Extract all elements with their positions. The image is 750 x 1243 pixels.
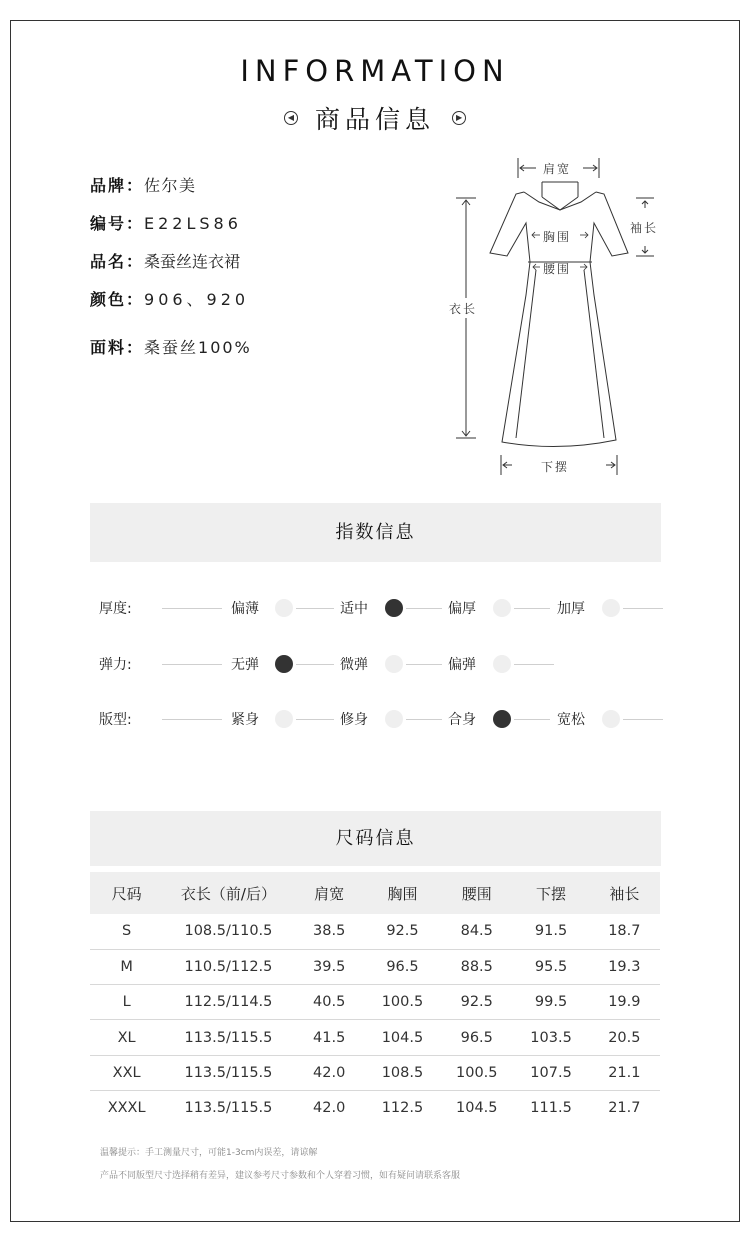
color-value: 906、920 <box>144 290 250 309</box>
cell-length: 108.5/110.5 <box>163 914 293 949</box>
cell-chest: 112.5 <box>381 1100 424 1117</box>
diagram-label-length: 衣长 <box>449 302 478 316</box>
thickness-label: 厚度: <box>99 601 132 617</box>
index-line <box>514 719 550 720</box>
dress-outline-icon <box>440 150 670 485</box>
name-label: 品名： <box>90 252 145 271</box>
cell-sleeve: 20.5 <box>589 1020 660 1055</box>
cell-sleeve: 19.9 <box>589 985 660 1020</box>
fabric-row <box>90 335 252 358</box>
index-line <box>162 664 222 665</box>
cell-waist: 104.5 <box>456 1100 498 1117</box>
cell-length: 113.5/115.5 <box>163 1020 293 1055</box>
cell-shoulder: 42.0 <box>294 1055 365 1090</box>
fit-option-slim: 修身 <box>340 712 368 728</box>
index-line <box>406 719 442 720</box>
index-line <box>623 608 663 609</box>
elasticity-dot-stretchy <box>493 655 511 673</box>
cell-hem: 99.5 <box>513 985 588 1020</box>
fit-dot-regular <box>493 710 511 728</box>
table-row <box>90 914 660 949</box>
thickness-option-medium: 适中 <box>340 601 368 617</box>
cell-waist: 96.5 <box>440 1020 513 1055</box>
name-row <box>90 249 240 272</box>
fabric-value: 桑蚕丝100% <box>144 338 252 357</box>
index-line <box>162 608 222 609</box>
right-arrow-icon: ▶ <box>452 111 466 125</box>
cell-hem: 103.5 <box>513 1020 588 1055</box>
cell-length: 113.5/115.5 <box>184 1100 273 1117</box>
cell-hem: 107.5 <box>513 1055 588 1090</box>
index-line <box>623 719 663 720</box>
fit-dot-tight <box>275 710 293 728</box>
diagram-label-chest: 胸围 <box>543 230 572 244</box>
cell-hem: 91.5 <box>513 914 588 949</box>
code-label: 编号： <box>90 214 145 233</box>
fit-option-tight: 紧身 <box>231 712 259 728</box>
table-row <box>90 1020 660 1055</box>
thickness-option-extra-thick: 加厚 <box>557 601 585 617</box>
cell-waist: 92.5 <box>440 985 513 1020</box>
fit-dot-slim <box>385 710 403 728</box>
cell-chest: 104.5 <box>365 1020 440 1055</box>
table-row <box>90 949 660 984</box>
index-line <box>296 608 334 609</box>
col-header-shoulder: 肩宽 <box>294 872 365 914</box>
col-header-waist: 腰围 <box>440 872 513 914</box>
left-arrow-icon: ◀ <box>284 111 298 125</box>
index-line <box>296 719 334 720</box>
index-section-header: 指数信息 <box>90 503 661 562</box>
thickness-option-thin: 偏薄 <box>231 601 259 617</box>
cell-waist: 88.5 <box>440 949 513 984</box>
brand-label: 品牌： <box>90 176 145 195</box>
index-line <box>514 608 550 609</box>
thickness-dot-medium <box>385 599 403 617</box>
fit-row <box>99 707 665 731</box>
size-table <box>90 872 660 1126</box>
index-line <box>162 719 222 720</box>
table-row <box>90 1055 660 1090</box>
thickness-dot-extra-thick <box>602 599 620 617</box>
diagram-label-sleeve: 袖长 <box>630 221 659 235</box>
cell-shoulder: 42.0 <box>313 1100 346 1117</box>
cell-shoulder: 40.5 <box>294 985 365 1020</box>
fit-label: 版型: <box>99 712 132 728</box>
thickness-dot-thin <box>275 599 293 617</box>
elasticity-option-slight: 微弹 <box>340 657 368 673</box>
index-line <box>296 664 334 665</box>
cell-length: 112.5/114.5 <box>163 985 293 1020</box>
cell-sleeve: 21.1 <box>589 1055 660 1090</box>
cell-size: XL <box>90 1020 163 1055</box>
elasticity-dot-slight <box>385 655 403 673</box>
cell-size: L <box>90 985 163 1020</box>
col-header-chest: 胸围 <box>365 872 440 914</box>
elasticity-label: 弹力: <box>99 657 132 673</box>
cell-waist: 84.5 <box>440 914 513 949</box>
title-cn: 商品信息 <box>314 105 435 134</box>
elasticity-dot-none <box>275 655 293 673</box>
cell-hem: 111.5 <box>530 1100 572 1117</box>
note-fit-advice: 产品不同版型尺寸选择稍有差异，建议参考尺寸参数和个人穿着习惯，如有疑问请联系客服 <box>100 1171 461 1181</box>
note-measurement: 温馨提示：手工测量尺寸，可能1-3cm内误差，请谅解 <box>100 1148 318 1158</box>
cell-shoulder: 41.5 <box>294 1020 365 1055</box>
index-line <box>406 664 442 665</box>
thickness-dot-thick <box>493 599 511 617</box>
table-row <box>90 985 660 1020</box>
fit-option-loose: 宽松 <box>557 712 585 728</box>
fabric-label: 面料： <box>90 338 145 357</box>
col-header-sleeve: 袖长 <box>589 872 660 914</box>
brand-value: 佐尔美 <box>144 176 197 195</box>
cell-waist: 100.5 <box>440 1055 513 1090</box>
cell-sleeve: 18.7 <box>589 914 660 949</box>
cell-chest: 108.5 <box>365 1055 440 1090</box>
name-value: 桑蚕丝连衣裙 <box>144 252 241 271</box>
cell-size: XXL <box>90 1055 163 1090</box>
title-cn-row <box>0 100 750 136</box>
col-header-hem: 下摆 <box>513 872 588 914</box>
cell-size: S <box>90 914 163 949</box>
cell-length: 113.5/115.5 <box>163 1055 293 1090</box>
index-line <box>514 664 554 665</box>
cell-sleeve: 21.7 <box>608 1100 641 1117</box>
cell-sleeve: 19.3 <box>589 949 660 984</box>
elasticity-option-none: 无弹 <box>231 657 259 673</box>
thickness-row <box>99 596 665 620</box>
diagram-label-hem: 下摆 <box>541 460 570 474</box>
elasticity-row <box>99 652 665 676</box>
cell-size: M <box>90 949 163 984</box>
size-section-header: 尺码信息 <box>90 811 661 866</box>
cell-chest: 100.5 <box>365 985 440 1020</box>
cell-shoulder: 38.5 <box>294 914 365 949</box>
cell-chest: 92.5 <box>365 914 440 949</box>
cell-chest: 96.5 <box>365 949 440 984</box>
col-header-length: 衣长（前/后） <box>163 872 293 914</box>
cell-hem: 95.5 <box>513 949 588 984</box>
cell-length: 110.5/112.5 <box>163 949 293 984</box>
size-table-header <box>90 872 660 914</box>
elasticity-option-stretchy: 偏弹 <box>448 657 476 673</box>
fit-dot-loose <box>602 710 620 728</box>
fit-option-regular: 合身 <box>448 712 476 728</box>
dress-diagram <box>440 150 670 485</box>
thickness-option-thick: 偏厚 <box>448 601 476 617</box>
col-header-size: 尺码 <box>90 872 163 914</box>
cell-shoulder: 39.5 <box>294 949 365 984</box>
brand-row <box>90 173 197 196</box>
diagram-label-waist: 腰围 <box>543 262 572 276</box>
color-label: 颜色： <box>90 290 145 309</box>
code-row <box>90 211 242 234</box>
code-value: E22LS86 <box>144 214 242 233</box>
cell-size: XXXL <box>107 1100 146 1117</box>
table-row <box>90 1090 660 1125</box>
index-line <box>406 608 442 609</box>
color-row <box>90 287 249 310</box>
title-en: INFORMATION <box>240 54 510 88</box>
diagram-label-shoulder: 肩宽 <box>543 162 572 176</box>
